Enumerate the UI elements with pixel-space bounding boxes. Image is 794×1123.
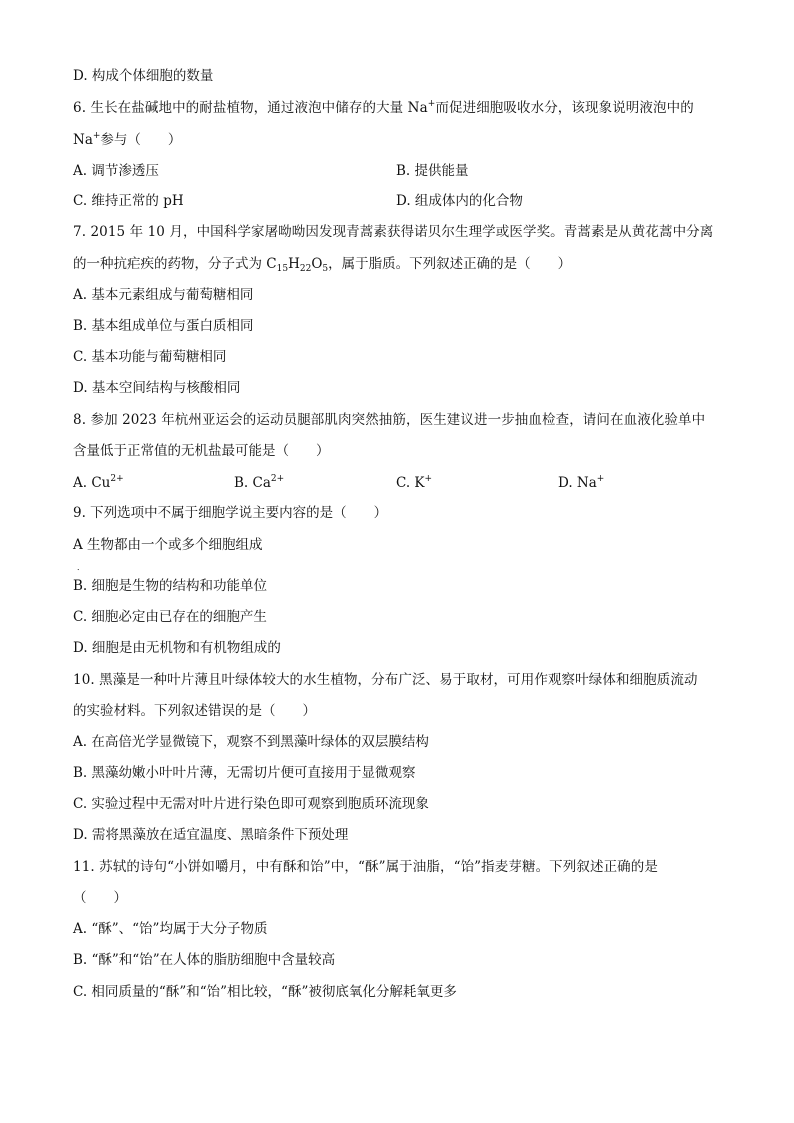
q11-stem-line-1: 11. 苏轼的诗句“小饼如嚼月，中有酥和饴”中，“酥”属于油脂，“饴”指麦芽糖。下列叙述正确的是 (73, 859, 658, 875)
q8-stem-line-2: 含量低于正常值的无机盐最可能是（ ） (73, 443, 330, 459)
q6-option-c: C. 维持正常的 pH (73, 193, 184, 209)
q8-option-b: B. $Ca^{2+}$ (234, 474, 285, 491)
q7-stem-line-2: 的一种抗疟疾的药物，分子式为 $C_{15}H_{22}O_5$，属于脂质。下列叙述正确的是（ ） (73, 256, 572, 274)
q10-stem-line-2: 的实验材料。下列叙述错误的是（ ） (73, 703, 316, 719)
q6-stem-line-1: 6. 生长在盐碱地中的耐盐植物，通过液泡中储存的大量 Na+而促进细胞吸收水分，该现象说明液泡中的 (73, 99, 694, 116)
q7-stem-line-1: 7. 2015 年 10 月，中国科学家屠呦呦因发现青蒿素获得诺贝尔生理学或医学奖。青蒿素是从黄花蒿中分离 (73, 224, 714, 240)
q5-option-d: D. 构成个体细胞的数量 (73, 68, 214, 84)
q10-option-b: B. 黑藻幼嫩小叶叶片薄，无需切片便可直接用于显微观察 (73, 765, 416, 781)
q6-option-d: D. 组成体内的化合物 (396, 193, 523, 209)
q8-stem-line-1: 8. 参加 2023 年杭州亚运会的运动员腿部肌肉突然抽筋，医生建议进一步抽血检查，请问在血液化验单中 (73, 412, 706, 428)
q10-option-a: A. 在高倍光学显微镜下，观察不到黑藻叶绿体的双层膜结构 (73, 734, 429, 750)
q11-option-b: B. “酥”和“饴”在人体的脂肪细胞中含量较高 (73, 952, 336, 968)
q7-option-c: C. 基本功能与葡萄糖相同 (73, 349, 227, 365)
q6-stem-line-2: Na+参与（ ） (73, 131, 182, 148)
q6-option-b: B. 提供能量 (396, 163, 469, 179)
q9-stem: 9. 下列选项中不属于细胞学说主要内容的是（ ） (73, 505, 388, 521)
q11-option-c: C. 相同质量的“酥”和“饴”相比较，“酥”被彻底氧化分解耗氧更多 (73, 984, 457, 1000)
q11-option-a: A. “酥”、“饴”均属于大分子物质 (73, 921, 268, 937)
q9-option-d: D. 细胞是由无机物和有机物组成的 (73, 640, 281, 656)
q6-option-a: A. 调节渗透压 (73, 163, 159, 179)
q8-option-a: A. $Cu^{2+}$ (73, 474, 124, 491)
q10-option-d: D. 需将黑藻放在适宜温度、黑暗条件下预处理 (73, 827, 349, 843)
q7-option-b: B. 基本组成单位与蛋白质相同 (73, 318, 254, 334)
q8-option-d: D. Na+ (558, 474, 605, 491)
q9-option-c: C. 细胞必定由已存在的细胞产生 (73, 609, 267, 625)
q10-option-c: C. 实验过程中无需对叶片进行染色即可观察到胞质环流现象 (73, 796, 429, 812)
q9-option-a: A 生物都由一个或多个细胞组成 (73, 537, 263, 553)
q9-option-b: B. 细胞是生物的结构和功能单位 (73, 578, 268, 594)
q9-option-a-dot: ． (77, 563, 85, 572)
q11-stem-line-2: （ ） (73, 890, 127, 906)
q7-option-d: D. 基本空间结构与核酸相同 (73, 380, 241, 396)
q8-option-c: C. K+ (396, 474, 433, 491)
q7-option-a: A. 基本元素组成与葡萄糖相同 (73, 287, 254, 303)
q10-stem-line-1: 10. 黑藻是一种叶片薄且叶绿体较大的水生植物，分布广泛、易于取材，可用作观察叶绿体和细胞质流动 (73, 672, 698, 688)
